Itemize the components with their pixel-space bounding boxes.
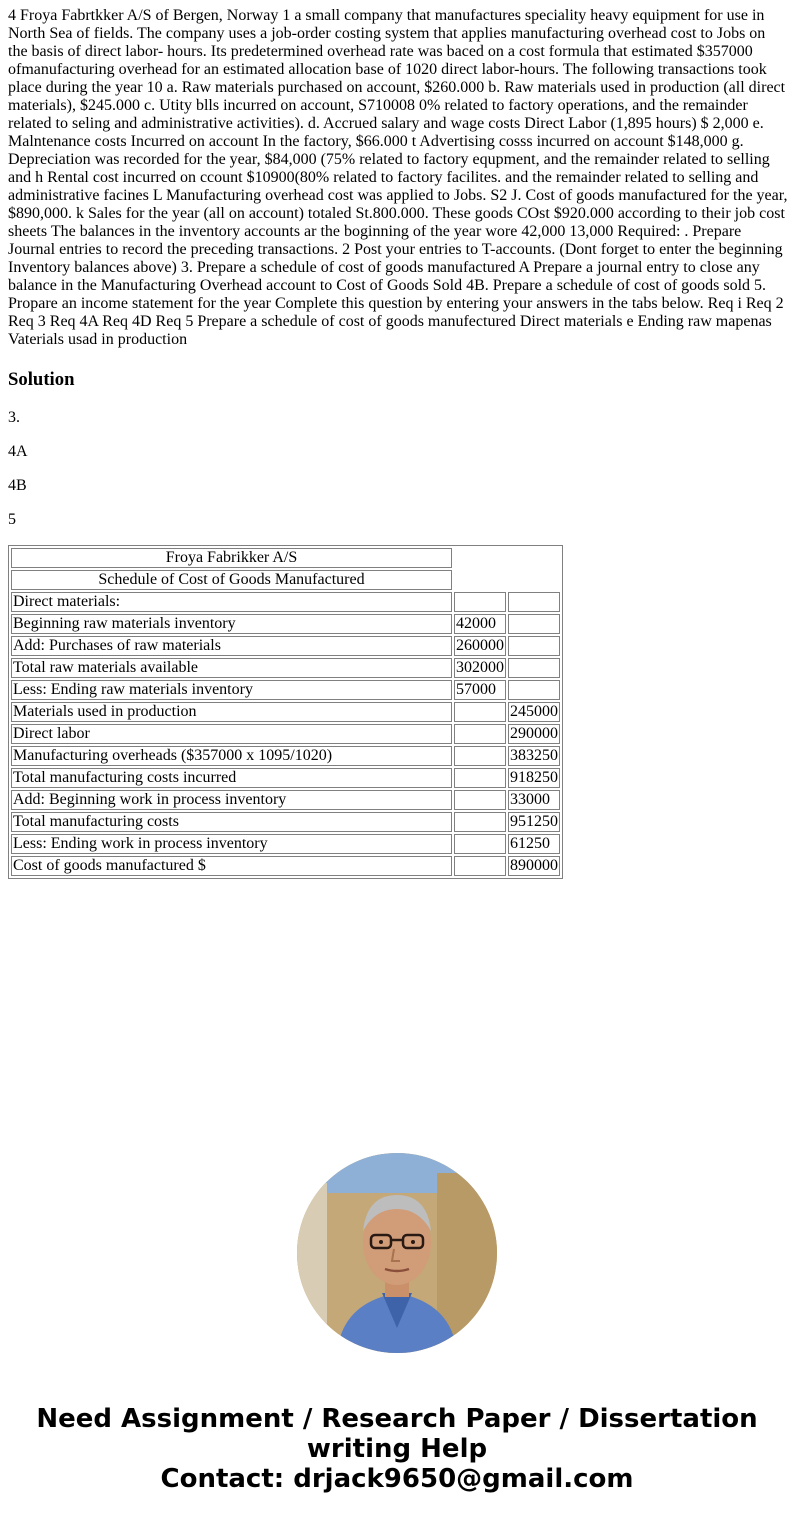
row-total: 290000 xyxy=(510,725,558,742)
footer-line-2: writing Help xyxy=(306,1434,488,1464)
table-row xyxy=(11,768,560,788)
row-label: Less: Ending raw materials inventory xyxy=(11,680,452,700)
question-text: 4 Froya Fabrtkker A/S of Bergen, Norway 1 a small company that manufactures speciality heavy equipment for use in North Sea of fields. The company uses a job-order costing system that applies manufacturing overhead cost to Jobs on the basis of direct labor- hours. Its predetermined overhead rate was baced on a cost formula that estimated $357000 ofmanufacturing overhead for an estimated allocation base of 1020 direct labor-hours. The following transactions took place during the year 10 a. Raw materials purchased on account, $260.000 b. Raw materials used in production (all direct materials), $245.000 c. Utity blls incurred on account, S710008 0% related to factory operations, and the remainder related to seling and administrative activities). d. Accrued salary and wage costs Direct Labor (1,895 hours) $ 2,000 e. Malntenance costs Incurred on account In the factory, $66.000 t Advertising cosss incurred on account $148,000 g. Depreciation was recorded for the year, $84,000 (75% related to factory equpment, and the remainder related to selling and h Rental cost incurred on ccount $10900(80% related to factory facilites. and the remainder related to selling and administrative facines L Manufacturing overhead cost was applied to Jobs. S2 J. Cost of goods manufactured for the year, $890,000. k Sales for the year (all on account) totaled St.800.000. These goods COst $920.000 according to their job cost sheets The balances in the inventory accounts ar the boginning of the year wore 42,000 13,000 Required: . Prepare Journal entries to record the preceding transactions. 2 Post your entries to T-accounts. (Dont forget to enter the beginning Inventory balances above) 3. Prepare a schedule of cost of goods manufactured A Prepare a journal entry to close any balance in the Manufacturing Overhead account to Cost of Goods Sold 4B. Prepare a schedule of cost of goods sold 5. Propare an income statement for the year Complete this question by entering your answers in the tabs below. Req i Req 2 Req 3 Req 4A Req 4D Req 5 Prepare a schedule of cost of goods manufectured Direct materials e Ending raw mapenas Vaterials usad in production xyxy=(8,7,788,348)
row-label: Total manufacturing costs incurred xyxy=(11,768,452,788)
table-header-row xyxy=(11,570,560,590)
solution-step-5: 5 xyxy=(8,511,16,528)
solution-heading: Solution xyxy=(8,369,75,390)
row-total xyxy=(508,680,560,700)
row-label: Less: Ending work in process inventory xyxy=(11,834,452,854)
row-total: 33000 xyxy=(508,790,560,810)
row-total xyxy=(508,636,560,656)
cogm-schedule-table xyxy=(8,545,563,879)
row-total: 890000 xyxy=(510,857,558,874)
row-total: 951250 xyxy=(510,813,558,830)
row-total: 918250 xyxy=(510,769,558,786)
footer-line-1: Need Assignment / Research Paper / Dissertation xyxy=(36,1404,758,1434)
row-total: 61250 xyxy=(508,834,560,854)
row-label: Beginning raw materials inventory xyxy=(11,614,452,634)
row-label: Add: Beginning work in process inventory xyxy=(11,790,452,810)
solution-step-3: 3. xyxy=(8,409,20,426)
table-row xyxy=(11,812,560,832)
table-row xyxy=(11,636,560,656)
contact-footer xyxy=(0,1404,794,1494)
table-row xyxy=(11,724,560,744)
table-row xyxy=(11,702,560,722)
row-subtotal xyxy=(454,702,506,722)
table-row xyxy=(11,592,560,612)
solution-step-4b: 4B xyxy=(8,477,27,494)
row-subtotal: 302000 xyxy=(456,659,504,676)
row-subtotal xyxy=(454,592,506,612)
row-label: Direct labor xyxy=(11,724,452,744)
row-label: Materials used in production xyxy=(11,702,452,722)
row-label: Add: Purchases of raw materials xyxy=(11,636,452,656)
row-label: Direct materials: xyxy=(11,592,452,612)
row-label: Manufacturing overheads ($357000 x 1095/1020) xyxy=(11,746,452,766)
footer-contact-email: Contact: drjack9650@gmail.com xyxy=(160,1464,634,1494)
row-subtotal xyxy=(454,856,506,876)
table-row xyxy=(11,834,560,854)
row-total xyxy=(508,614,560,634)
table-header-row xyxy=(11,548,560,568)
author-photo xyxy=(297,1153,497,1353)
solution-step-4a: 4A xyxy=(8,443,28,460)
row-label: Cost of goods manufactured $ xyxy=(11,856,452,876)
row-total xyxy=(508,658,560,678)
row-total: 383250 xyxy=(510,747,558,764)
schedule-title: Schedule of Cost of Goods Manufactured xyxy=(11,570,452,590)
table-row xyxy=(11,680,560,700)
table-row xyxy=(11,746,560,766)
row-subtotal xyxy=(454,746,506,766)
table-row xyxy=(11,614,560,634)
row-subtotal: 42000 xyxy=(454,614,506,634)
table-row xyxy=(11,856,560,876)
row-subtotal: 260000 xyxy=(456,637,504,654)
row-subtotal xyxy=(454,790,506,810)
row-subtotal xyxy=(454,724,506,744)
row-label: Total manufacturing costs xyxy=(11,812,452,832)
table-row xyxy=(11,658,560,678)
table-row xyxy=(11,790,560,810)
row-subtotal xyxy=(454,812,506,832)
row-label: Total raw materials available xyxy=(11,658,452,678)
row-subtotal: 57000 xyxy=(454,680,506,700)
author-portrait-icon xyxy=(297,1153,497,1353)
row-total xyxy=(508,592,560,612)
row-total: 245000 xyxy=(510,703,558,720)
row-subtotal xyxy=(454,768,506,788)
row-subtotal xyxy=(454,834,506,854)
company-name: Froya Fabrikker A/S xyxy=(11,548,452,568)
